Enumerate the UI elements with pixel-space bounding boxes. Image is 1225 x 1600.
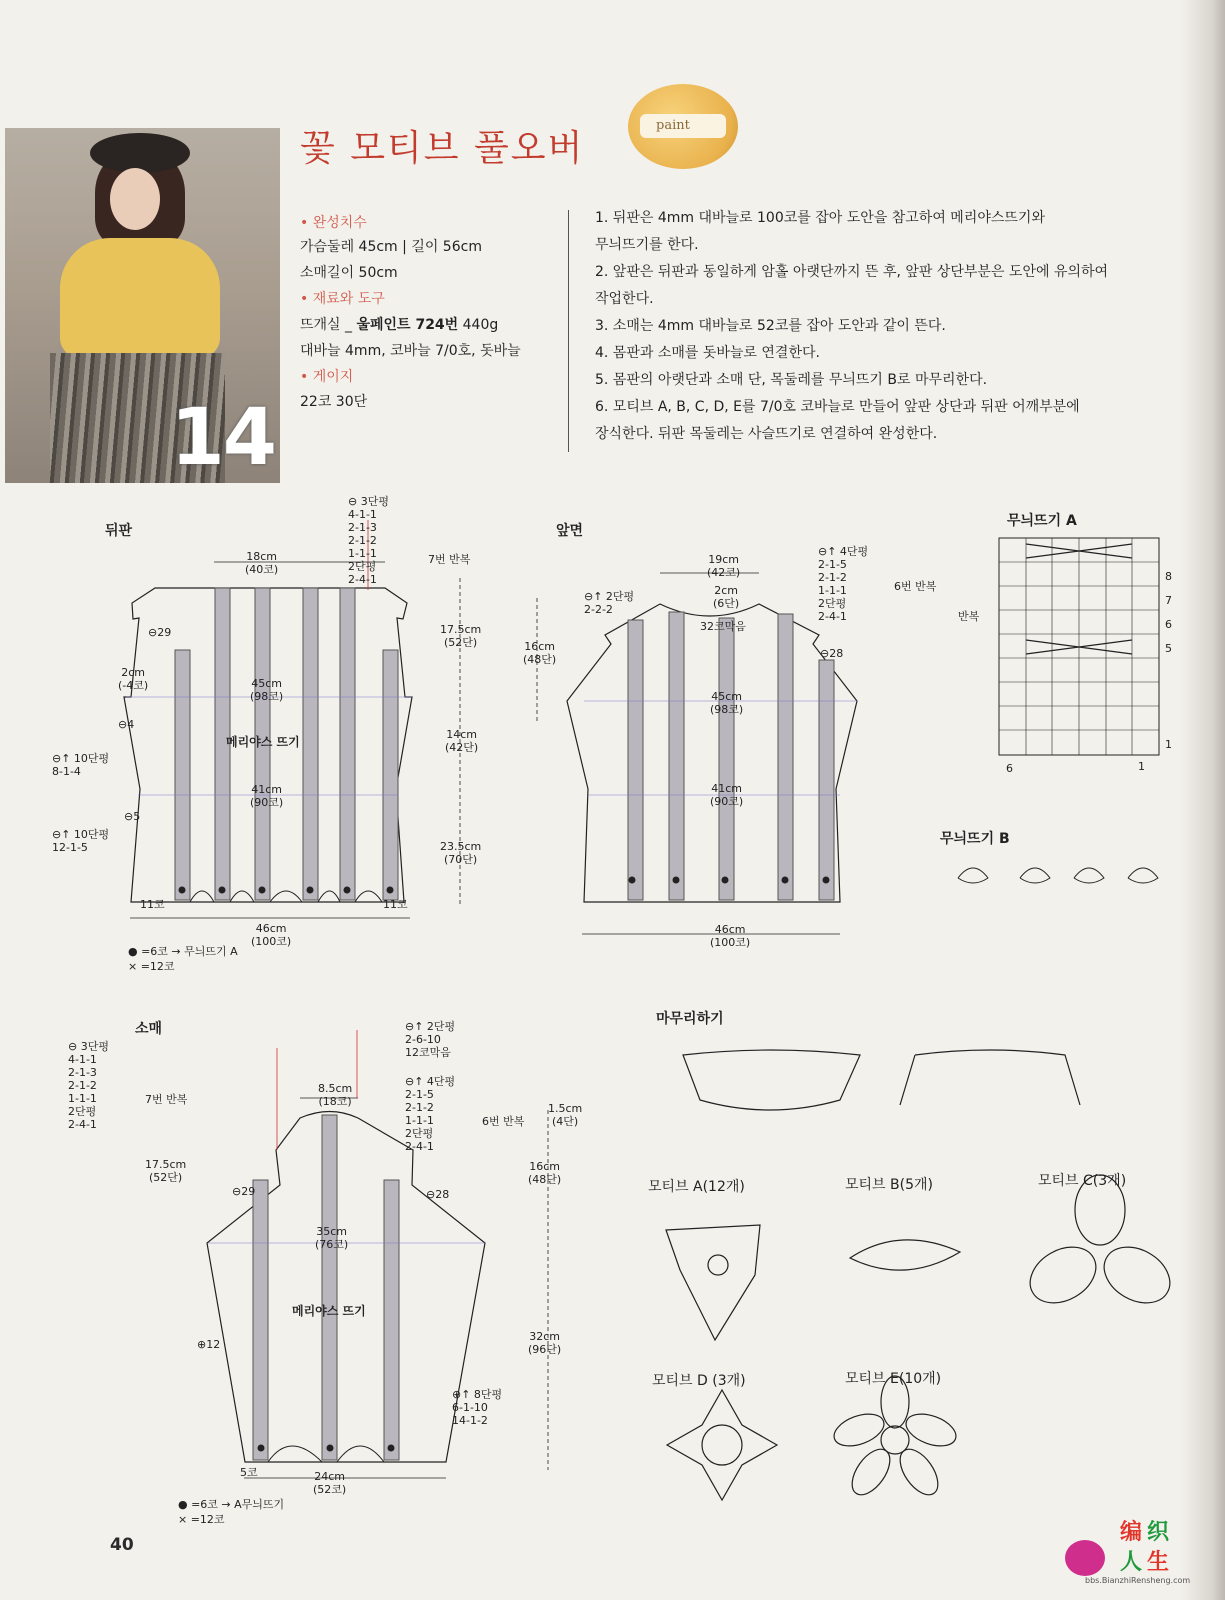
- pattern-a-row-7: 7: [1165, 594, 1172, 607]
- back-armhole: 2cm (-4코): [118, 666, 149, 692]
- back-edge-right: 11코: [383, 898, 408, 911]
- front-dec28: ⊖28: [820, 647, 844, 660]
- back-height-2: 14cm (42단): [445, 728, 479, 754]
- step-line: 2. 앞판은 뒤판과 동일하게 암홀 아랫단까지 뜬 후, 앞판 상단부분은 도안에 유의하여: [595, 264, 1109, 280]
- sleeve-top-decrease: ⊖↑ 2단평 2-6-10 12코막음: [405, 1020, 456, 1059]
- step-line: 6. 모티브 A, B, C, D, E를 7/0호 코바늘로 만들어 앞판 상단과 뒤판 어깨부분에: [595, 399, 1080, 415]
- pattern-a-row-5: 5: [1165, 642, 1172, 655]
- sleeve-height-a: 1.5cm (4단): [548, 1102, 583, 1128]
- motif-b-label: 모티브 B(5개): [845, 1177, 933, 1193]
- step-line: 무늬뜨기를 한다.: [595, 237, 699, 253]
- sleeve-height-b: 16cm (48단): [528, 1160, 562, 1186]
- pattern-a-repeat: 반복: [958, 610, 980, 623]
- spec-gauge-heading: • 게이지: [300, 369, 354, 385]
- sleeve-left-decrease: ⊖ 3단평 4-1-1 2-1-3 2-1-2 1-1-1 2단평 2-4-1: [68, 1040, 109, 1131]
- back-height-1: 17.5cm (52단): [440, 623, 482, 649]
- back-label: 뒤판: [105, 523, 133, 539]
- front-bind-off: 32코막음: [700, 620, 746, 633]
- front-label: 앞면: [556, 523, 584, 539]
- back-legend-1: ● =6코 → 무늬뜨기 A: [128, 945, 238, 958]
- back-shoulder-decrease: ⊖ 3단평 4-1-1 2-1-3 2-1-2 1-1-1 2단평 2-4-1: [348, 495, 389, 586]
- spec-size-line2: 소매길이 50cm: [300, 265, 398, 281]
- sleeve-dec29: ⊖29: [232, 1185, 256, 1198]
- page-title: 꽃 모티브 풀오버: [300, 128, 585, 169]
- front-left-decrease: ⊖↑ 2단평 2-2-2: [584, 590, 635, 616]
- sleeve-label: 소매: [135, 1021, 163, 1037]
- back-stitch-label: 메리야스 뜨기: [226, 735, 300, 749]
- back-height-3: 23.5cm (70단): [440, 840, 482, 866]
- sleeve-inc12: ⊕12: [197, 1338, 221, 1351]
- sleeve-bottom-width: 24cm (52코): [313, 1470, 347, 1496]
- front-width-41: 41cm (90코): [710, 782, 744, 808]
- sleeve-stitch-label: 메리야스 뜨기: [292, 1304, 366, 1318]
- yarn-ball-icon: [1065, 1540, 1105, 1576]
- front-repeat: 6번 반복: [894, 580, 937, 593]
- spec-materials-line2: 대바늘 4mm, 코바늘 7/0호, 돗바늘: [300, 343, 521, 359]
- yarn-label: paint: [656, 118, 690, 133]
- sleeve-legend-1: ● =6코 → A무늬뜨기: [178, 1498, 285, 1511]
- pattern-a-row-8: 8: [1165, 570, 1172, 583]
- step-line: 장식한다. 뒤판 목둘레는 사슬뜨기로 연결하여 완성한다.: [595, 426, 938, 442]
- back-width-41: 41cm (90코): [250, 783, 284, 809]
- motif-a-label: 모티브 A(12개): [648, 1179, 745, 1195]
- page-number: 40: [110, 1535, 134, 1555]
- back-bottom-width: 46cm (100코): [251, 922, 292, 948]
- step-line: 4. 몸판과 소매를 돗바늘로 연결한다.: [595, 345, 820, 361]
- back-side-dec1: ⊖↑ 10단평 8-1-4: [52, 752, 110, 778]
- front-height: 16cm (48단): [523, 640, 557, 666]
- sleeve-height-left: 17.5cm (52단): [145, 1158, 187, 1184]
- front-bottom-width: 46cm (100코): [710, 923, 751, 949]
- back-dec5: ⊖5: [124, 810, 141, 823]
- sleeve-width-35: 35cm (76코): [315, 1225, 349, 1251]
- pattern-a-col-1: 1: [1138, 760, 1145, 773]
- pattern-a-col-6: 6: [1006, 762, 1013, 775]
- spec-size-line1: 가슴둘레 45cm | 길이 56cm: [300, 239, 482, 255]
- pattern-a-row-6: 6: [1165, 618, 1172, 631]
- step-line: 5. 몸판의 아랫단과 소매 단, 목둘레를 무늬뜨기 B로 마무리한다.: [595, 372, 988, 388]
- front-right-decrease: ⊖↑ 4단평 2-1-5 2-1-2 1-1-1 2단평 2-4-1: [818, 545, 869, 623]
- sleeve-dec28: ⊖28: [426, 1188, 450, 1201]
- back-side-dec2: ⊖↑ 10단평 12-1-5: [52, 828, 110, 854]
- pattern-number: 14: [170, 393, 275, 483]
- sleeve-top-width: 8.5cm (18코): [318, 1082, 353, 1108]
- spec-size-heading: • 완성치수: [300, 215, 367, 231]
- sleeve-increase: ⊕↑ 8단평 6-1-10 14-1-2: [452, 1388, 503, 1427]
- spec-materials-heading: • 재료와 도구: [300, 291, 385, 307]
- step-line: 1. 뒤판은 4mm 대바늘로 100코를 잡아 도안을 참고하여 메리야스뜨기와: [595, 210, 1045, 226]
- sleeve-edge: 5코: [240, 1466, 258, 1479]
- front-width-45: 45cm (98코): [710, 690, 744, 716]
- pattern-a-label: 무늬뜨기 A: [1007, 513, 1077, 529]
- front-neck-depth: 2cm (6단): [713, 584, 740, 610]
- front-neck-width: 19cm (42코): [707, 553, 741, 579]
- sleeve-height-c: 32cm (96단): [528, 1330, 562, 1356]
- watermark-logo: 编 织 人 生 bbs.BianzhiRensheng.com: [1065, 1510, 1185, 1590]
- motif-e-label: 모티브 E(10개): [845, 1371, 942, 1387]
- sleeve-right-repeat: 6번 반복: [482, 1115, 525, 1128]
- sleeve-legend-2: × =12코: [178, 1513, 225, 1526]
- back-dec4: ⊖4: [118, 718, 135, 731]
- back-edge-left: 11코: [140, 898, 165, 911]
- motif-d-label: 모티브 D (3개): [652, 1373, 746, 1389]
- step-line: 3. 소매는 4mm 대바늘로 52코를 잡아 도안과 같이 뜬다.: [595, 318, 946, 334]
- sleeve-right-decrease: ⊖↑ 4단평 2-1-5 2-1-2 1-1-1 2단평 2-4-1: [405, 1075, 456, 1153]
- spec-gauge-line: 22코 30단: [300, 394, 368, 410]
- back-neck-width: 18cm (40코): [245, 550, 279, 576]
- back-legend-2: × =12코: [128, 960, 175, 973]
- sleeve-left-repeat: 7번 반복: [145, 1093, 188, 1106]
- pattern-b-label: 무늬뜨기 B: [940, 831, 1010, 847]
- spec-materials-line1: 뜨개실 _ 울페인트 724번 440g: [300, 317, 499, 333]
- back-width-45: 45cm (98코): [250, 677, 284, 703]
- finish-label: 마무리하기: [656, 1011, 724, 1027]
- pattern-a-row-1: 1: [1165, 738, 1172, 751]
- back-dec29: ⊖29: [148, 626, 172, 639]
- step-line: 작업한다.: [595, 291, 654, 307]
- back-repeat: 7번 반복: [428, 553, 471, 566]
- motif-c-label: 모티브 C(3개): [1038, 1173, 1127, 1189]
